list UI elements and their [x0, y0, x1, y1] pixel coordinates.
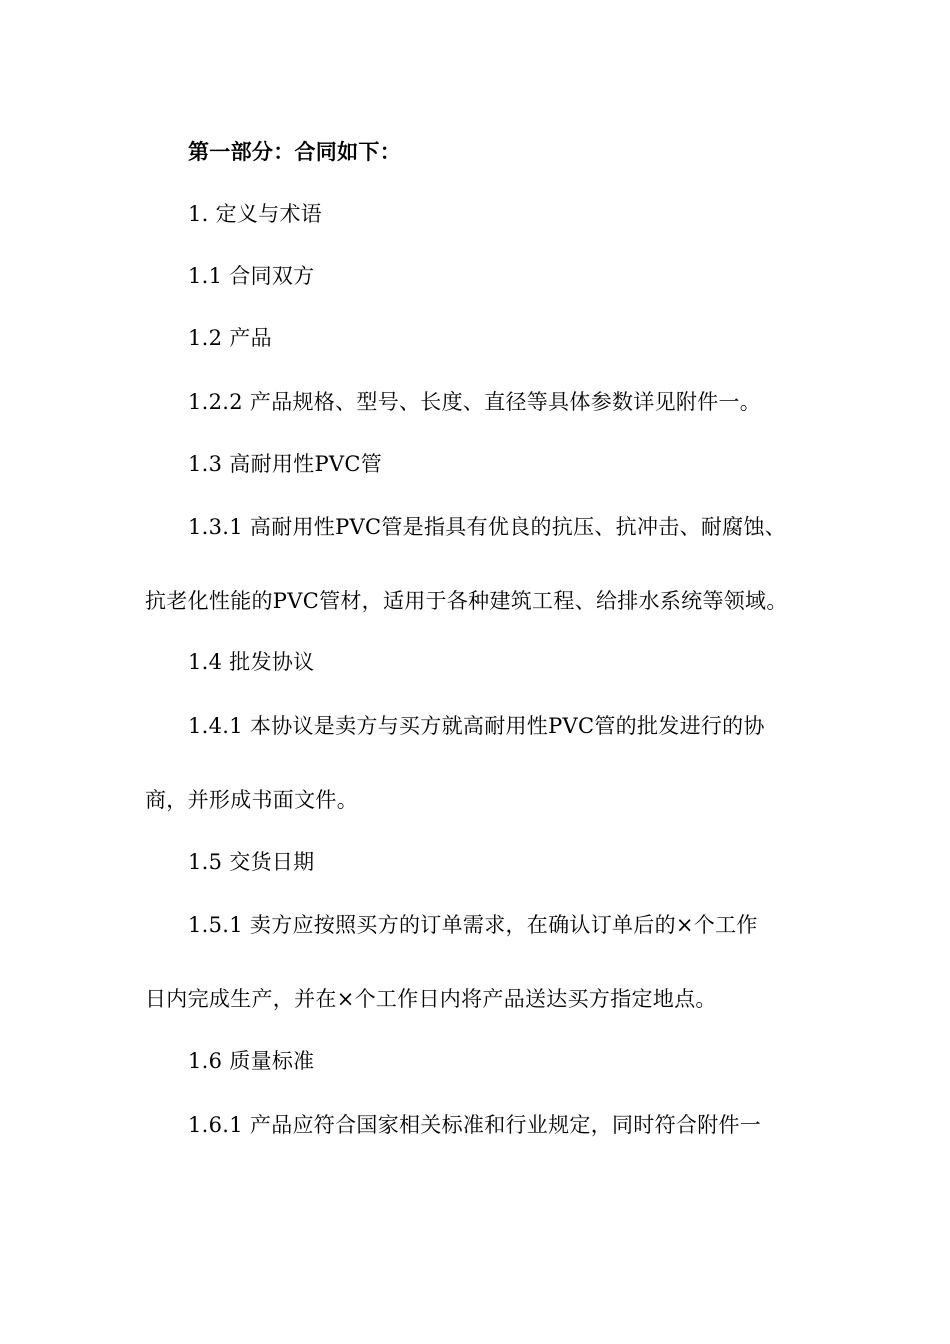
paragraph-line: 1.5 交货日期	[188, 850, 315, 874]
paragraph-line: 1. 定义与术语	[188, 202, 323, 226]
paragraph-line: 1.3 高耐用性PVC管	[188, 452, 383, 476]
paragraph-line: 1.2 产品	[188, 326, 272, 350]
paragraph-line: 1.6.1 产品应符合国家相关标准和行业规定，同时符合附件一	[188, 1113, 762, 1137]
paragraph-line: 抗老化性能的PVC管材，适用于各种建筑工程、给排水系统等领域。	[145, 589, 788, 613]
paragraph-line: 1.1 合同双方	[188, 264, 315, 288]
paragraph-line: 1.2.2 产品规格、型号、长度、直径等具体参数详见附件一。	[188, 390, 762, 414]
paragraph-line: 1.6 质量标准	[188, 1049, 315, 1073]
paragraph-line: 商，并形成书面文件。	[145, 788, 358, 812]
section-heading: 第一部分：合同如下：	[188, 139, 401, 164]
paragraph-line: 日内完成生产，并在×个工作日内将产品送达买方指定地点。	[145, 987, 717, 1011]
paragraph-line: 1.4 批发协议	[188, 650, 315, 674]
paragraph-line: 1.3.1 高耐用性PVC管是指具有优良的抗压、抗冲击、耐腐蚀、	[188, 515, 787, 539]
paragraph-line: 1.5.1 卖方应按照买方的订单需求，在确认订单后的×个工作	[188, 913, 758, 937]
paragraph-line: 1.4.1 本协议是卖方与买方就高耐用性PVC管的批发进行的协	[188, 714, 765, 738]
